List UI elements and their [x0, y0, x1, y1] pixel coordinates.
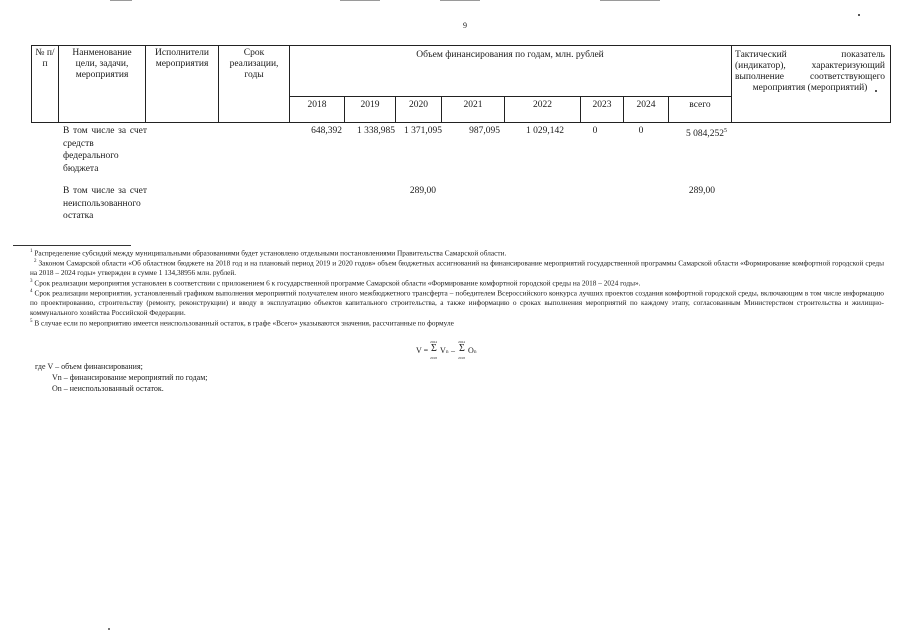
value-2018: 648,392 — [311, 126, 342, 136]
formula-sum-1: Σ — [431, 343, 437, 354]
value-2022: 1 029,142 — [526, 126, 564, 136]
year-2020: 2020 — [409, 100, 428, 110]
year-2022: 2022 — [533, 100, 552, 110]
formula-sum-2: Σ — [459, 343, 465, 354]
footnote-mark: 2 — [34, 259, 37, 264]
financing-formula — [416, 340, 496, 362]
footnote-text: Законом Самарской области «Об областном бюджете на 2018 год и на плановый период 2019 и 2020 годов» объем бюджетных ассигнований на финансирование мероприятий государственной программы Самарской области «Формирование комфортной городской среды на 2018 – 2024 годы» утвержден в сумме 1 134,38956 млн. рублей. — [30, 258, 885, 278]
header-financing: Объем финансирования по годам, млн. рублей — [416, 50, 604, 60]
footnote-2 — [30, 257, 884, 278]
formula-term-2: O — [468, 346, 474, 355]
header-term: Срок реализации, годы — [229, 48, 279, 80]
col-border — [890, 45, 891, 123]
value-2021: 987,095 — [469, 126, 500, 136]
year-2021: 2021 — [463, 100, 483, 110]
formula-legend-vn: Vn – финансирование мероприятий по годам; — [52, 373, 208, 382]
footnote-text: Срок реализации мероприятия установлен в соответствии с приложением 6 к государственной программе Самарской области «Формирование комфортной городской среды на 2018 – 2024 годы». — [34, 278, 641, 288]
header-num: № п/п — [35, 48, 55, 69]
formula-limit-bottom: 2018 — [430, 356, 437, 360]
footnote-4 — [30, 287, 884, 317]
formula-sub-2: n — [474, 350, 477, 355]
col-border — [289, 45, 290, 123]
formula-lhs: V = — [416, 346, 429, 355]
year-2023: 2023 — [592, 100, 612, 110]
footnote-ref: 5 — [724, 128, 727, 134]
footnote-mark: 3 — [30, 279, 33, 284]
formula-limit-top: 2024 — [458, 340, 465, 344]
formula-legend-on: On – неиспользованный остаток. — [52, 384, 164, 393]
header-bottom-border — [31, 122, 891, 123]
value-2020-unused: 289,00 — [409, 186, 436, 196]
table-top-border — [31, 45, 891, 46]
scan-artifact — [440, 0, 480, 1]
value-total-unused: 289,00 — [688, 186, 715, 196]
formula-limit-top: 2024 — [430, 340, 437, 344]
value-total-number: 5 084,252 — [686, 129, 724, 140]
scan-artifact — [340, 0, 380, 1]
footnote-mark: 5 — [30, 319, 33, 324]
col-border — [218, 45, 219, 123]
page-number: 9 — [463, 21, 467, 30]
value-2024: 0 — [638, 126, 644, 136]
formula-limit-bottom: 2018 — [458, 356, 465, 360]
scan-artifact — [600, 0, 660, 1]
col-border — [145, 45, 146, 123]
row-label-federal: В том числе за счет средств федерального бюджета — [63, 126, 147, 174]
footnote-text: В случае если по мероприятию имеется неиспользованный остаток, в графе «Всего» указываются значения, рассчитанные по формуле — [34, 318, 454, 328]
header-executors: Исполнители мероприятия — [155, 48, 209, 69]
value-2020: 1 371,095 — [404, 126, 442, 136]
scan-speck — [108, 628, 110, 630]
value-2023: 0 — [592, 126, 598, 136]
formula-minus: – — [451, 346, 455, 355]
footnote-text: Распределение субсидий между муниципальными образованиями будет установлено отдельными постановлениями Правительства Самарской области. — [34, 248, 507, 258]
col-border — [58, 45, 59, 123]
year-2018: 2018 — [307, 100, 327, 110]
year-2019: 2019 — [360, 100, 380, 110]
footnote-mark: 4 — [30, 289, 33, 294]
value-2019: 1 338,985 — [357, 126, 395, 136]
header-name: Нанменование цели, задачи, мероприятия — [72, 48, 132, 80]
col-border — [731, 45, 732, 123]
footnote-5 — [30, 317, 884, 328]
formula-legend-v: где V – объем финансирования; — [35, 362, 143, 371]
scan-speck — [875, 90, 877, 92]
footnote-mark: 1 — [30, 249, 33, 254]
header-indicator: Тактический показатель (индикатор), характеризующий выполнение соответствующего мероприятия (мероприятий) — [735, 50, 885, 93]
year-row-top-border — [289, 96, 731, 97]
scan-speck — [858, 14, 860, 16]
row-label-unused-balance: В том числе за счет неиспользованного остатка — [63, 186, 147, 221]
year-2024: 2024 — [636, 100, 656, 110]
formula-term-1: V — [440, 346, 446, 355]
footnote-separator — [13, 245, 131, 246]
formula-sub-1: n — [446, 350, 449, 355]
scan-artifact — [110, 0, 132, 1]
col-border — [31, 45, 32, 123]
year-total: всего — [689, 100, 711, 110]
footnote-text: Срок реализации мероприятия, установленный графиком выполнения мероприятий получателем иного межбюджетного трансферта – победителем Всероссийского конкурса лучших проектов создания комфортной городской среды, включающим в том числе информацию по проектированию, строительству (ремонту, реконструкции) и вводу в эксплуатацию объектов капитального строительства, а также информацию о сроках выполнения мероприятий по каждому этапу, согласованным Министерством строительства и жилищно-коммунального хозяйства Российской Федерации. — [30, 288, 884, 317]
value-total — [669, 126, 727, 141]
